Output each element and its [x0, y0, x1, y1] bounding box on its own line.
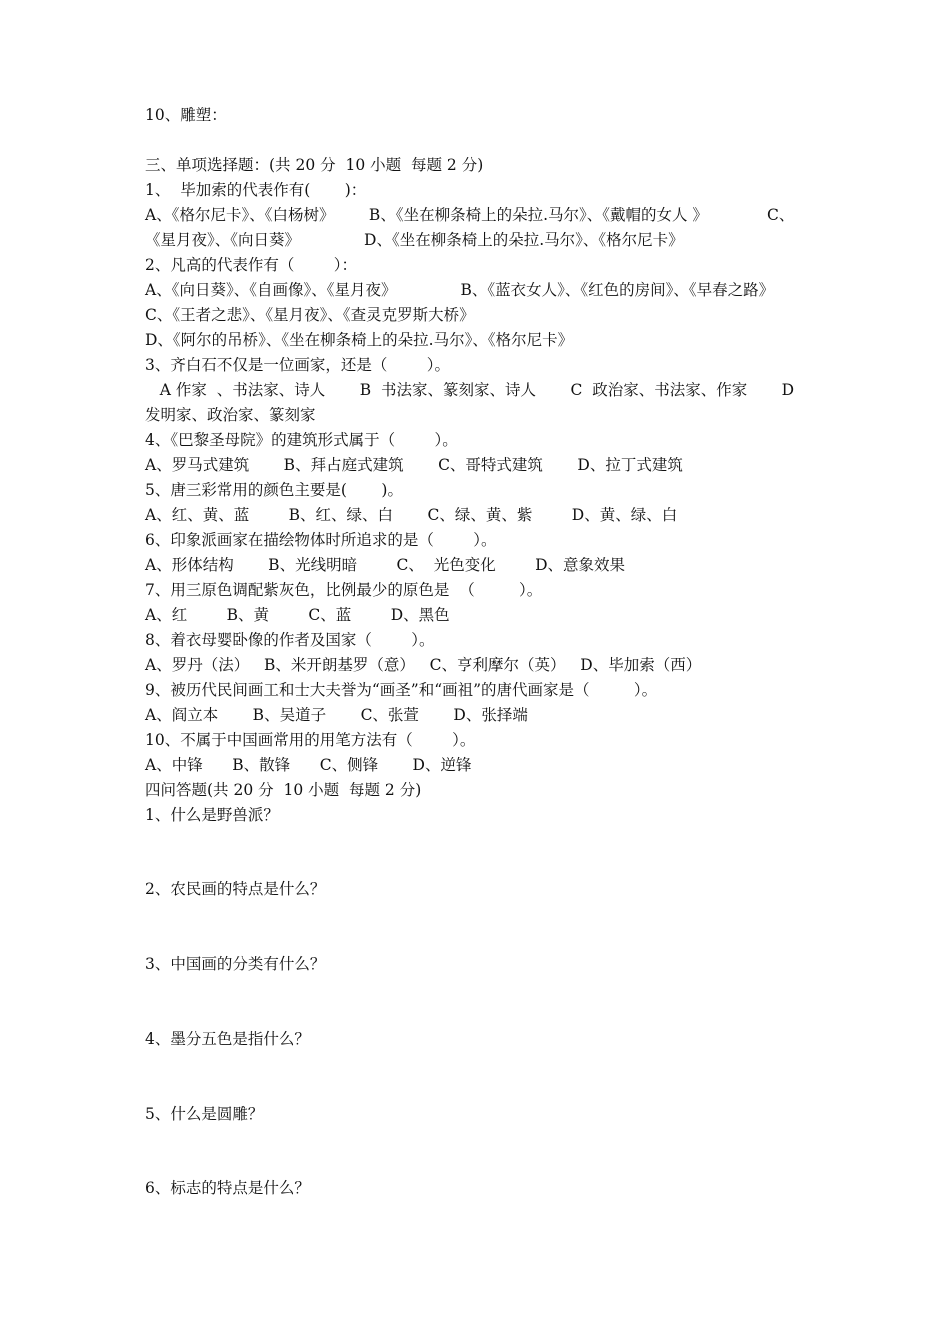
qa-question-5: 5、什么是圆雕？	[145, 1105, 264, 1123]
mc-question-1-options-a: A、《格尔尼卡》、《白杨树》 B、《坐在柳条椅上的朵拉.马尔》、《戴帽的女人 》 C、	[145, 206, 795, 224]
mc-question-1-options-b: 《星月夜》、《向日葵》 D、《坐在柳条椅上的朵拉.马尔》、《格尔尼卡》	[145, 231, 684, 249]
mc-question-10-options: A、中锋 B、散锋 C、侧锋 D、逆锋	[145, 756, 472, 774]
mc-question-2-options-a: A、《向日葵》、《自画像》、《星月夜》 B、《蓝衣女人》、《红色的房间》、《早春之路》	[145, 281, 775, 299]
mc-question-3-options-b: 发明家、政治家、篆刻家	[145, 406, 316, 424]
qa-question-6: 6、标志的特点是什么？	[145, 1179, 310, 1197]
section-3-heading: 三、单项选择题：(共 20 分 10 小题 每题 2 分)	[145, 156, 484, 174]
mc-question-2-option-d: D、《阿尔的吊桥》、《坐在柳条椅上的朵拉.马尔》、《格尔尼卡》	[145, 331, 574, 349]
mc-question-5: 5、唐三彩常用的颜色主要是( )。	[145, 481, 403, 499]
qa-question-3: 3、中国画的分类有什么？	[145, 955, 326, 973]
mc-question-4: 4、《巴黎圣母院》的建筑形式属于（ ）。	[145, 431, 458, 449]
mc-question-3: 3、齐白石不仅是一位画家，还是（ ）。	[145, 356, 451, 374]
mc-question-1: 1、 毕加索的代表作有( )：	[145, 181, 367, 199]
mc-question-8-options: A、罗丹（法） B、米开朗基罗（意） C、亨利摩尔（英） D、毕加索（西）	[145, 656, 702, 674]
mc-question-6: 6、印象派画家在描绘物体时所追求的是（ ）。	[145, 531, 497, 549]
mc-question-7-options: A、红 B、黄 C、蓝 D、黑色	[145, 606, 450, 624]
mc-question-3-options-a: A 作家 、书法家、诗人 B 书法家、篆刻家、诗人 C 政治家、书法家、作家 D	[145, 381, 795, 399]
mc-question-2-option-c: C、《王者之悲》、《星月夜》、《查灵克罗斯大桥》	[145, 306, 475, 324]
mc-question-9: 9、被历代民间画工和士大夫誉为“画圣”和“画祖”的唐代画家是（ ）。	[145, 681, 658, 699]
mc-question-8: 8、着衣母婴卧像的作者及国家（ ）。	[145, 631, 435, 649]
qa-question-4: 4、墨分五色是指什么？	[145, 1030, 310, 1048]
qa-question-1: 1、什么是野兽派？	[145, 806, 279, 824]
qa-question-2: 2、农民画的特点是什么？	[145, 880, 326, 898]
mc-question-2: 2、凡高的代表作有（ ）：	[145, 256, 358, 274]
mc-question-10: 10、不属于中国画常用的用笔方法有（ ）。	[145, 731, 476, 749]
question-10-sculpture: 10、雕塑：	[145, 106, 227, 124]
section-4-heading: 四问答题(共 20 分 10 小题 每题 2 分)	[145, 781, 422, 799]
mc-question-9-options: A、阎立本 B、吴道子 C、张萱 D、张择端	[145, 706, 528, 724]
mc-question-6-options: A、形体结构 B、光线明暗 C、 光色变化 D、意象效果	[145, 556, 626, 574]
mc-question-5-options: A、红、黄、蓝 B、红、绿、白 C、绿、黄、紫 D、黄、绿、白	[145, 506, 678, 524]
mc-question-7: 7、用三原色调配紫灰色，比例最少的原色是 （ ）。	[145, 581, 543, 599]
mc-question-4-options: A、罗马式建筑 B、拜占庭式建筑 C、哥特式建筑 D、拉丁式建筑	[145, 456, 683, 474]
